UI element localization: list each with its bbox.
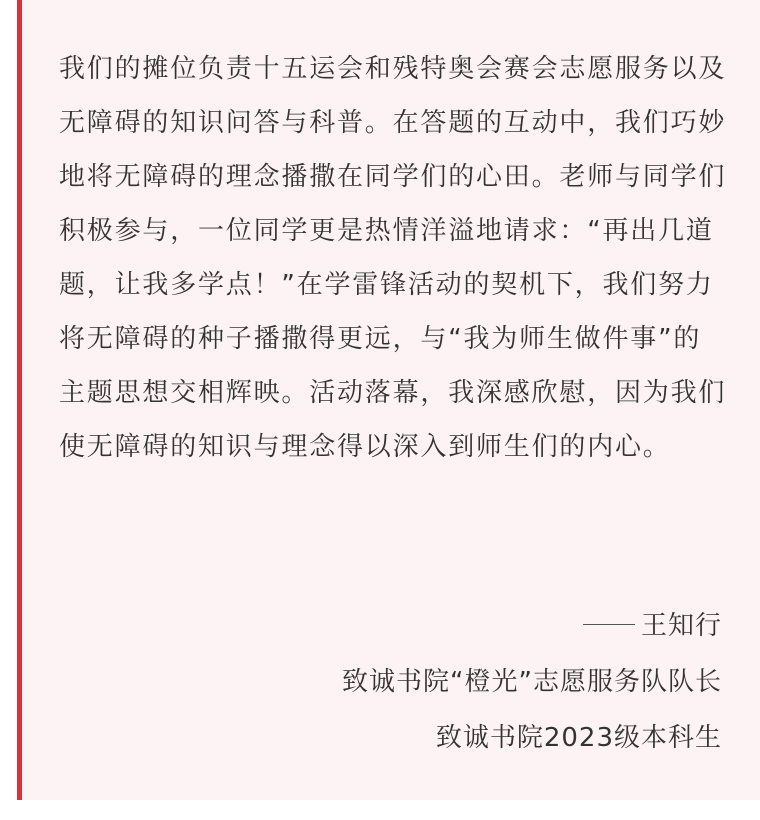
signature-name: 王知行	[640, 611, 722, 641]
signature-affiliation: 致诚书院2023级本科生	[435, 723, 722, 753]
signature-name-line	[342, 598, 722, 654]
quote-paragraph: 我们的摊位负责十五运会和残特奥会赛会志愿服务以及无障碍的知识问答与科普。在答题的互动中，我们巧妙地将无障碍的理念播撒在同学们的心田。老师与同学们积极参与，一位同学更是热情洋溢地请求：“再出几道题，让我多学点！”在学雷锋活动的契机下，我们努力将无障碍的种子播撒得更远，与“我为师生做件事”的主题思想交相辉映。活动落幕，我深感欣慰，因为我们使无障碍的知识与理念得以深入到师生们的内心。	[59, 54, 727, 462]
em-dash-line	[583, 624, 635, 625]
signature-role: 致诚书院“橙光”志愿服务队队长	[342, 667, 722, 697]
quote-card	[17, 0, 760, 800]
signature-block	[342, 598, 722, 766]
accent-bar	[17, 0, 22, 800]
